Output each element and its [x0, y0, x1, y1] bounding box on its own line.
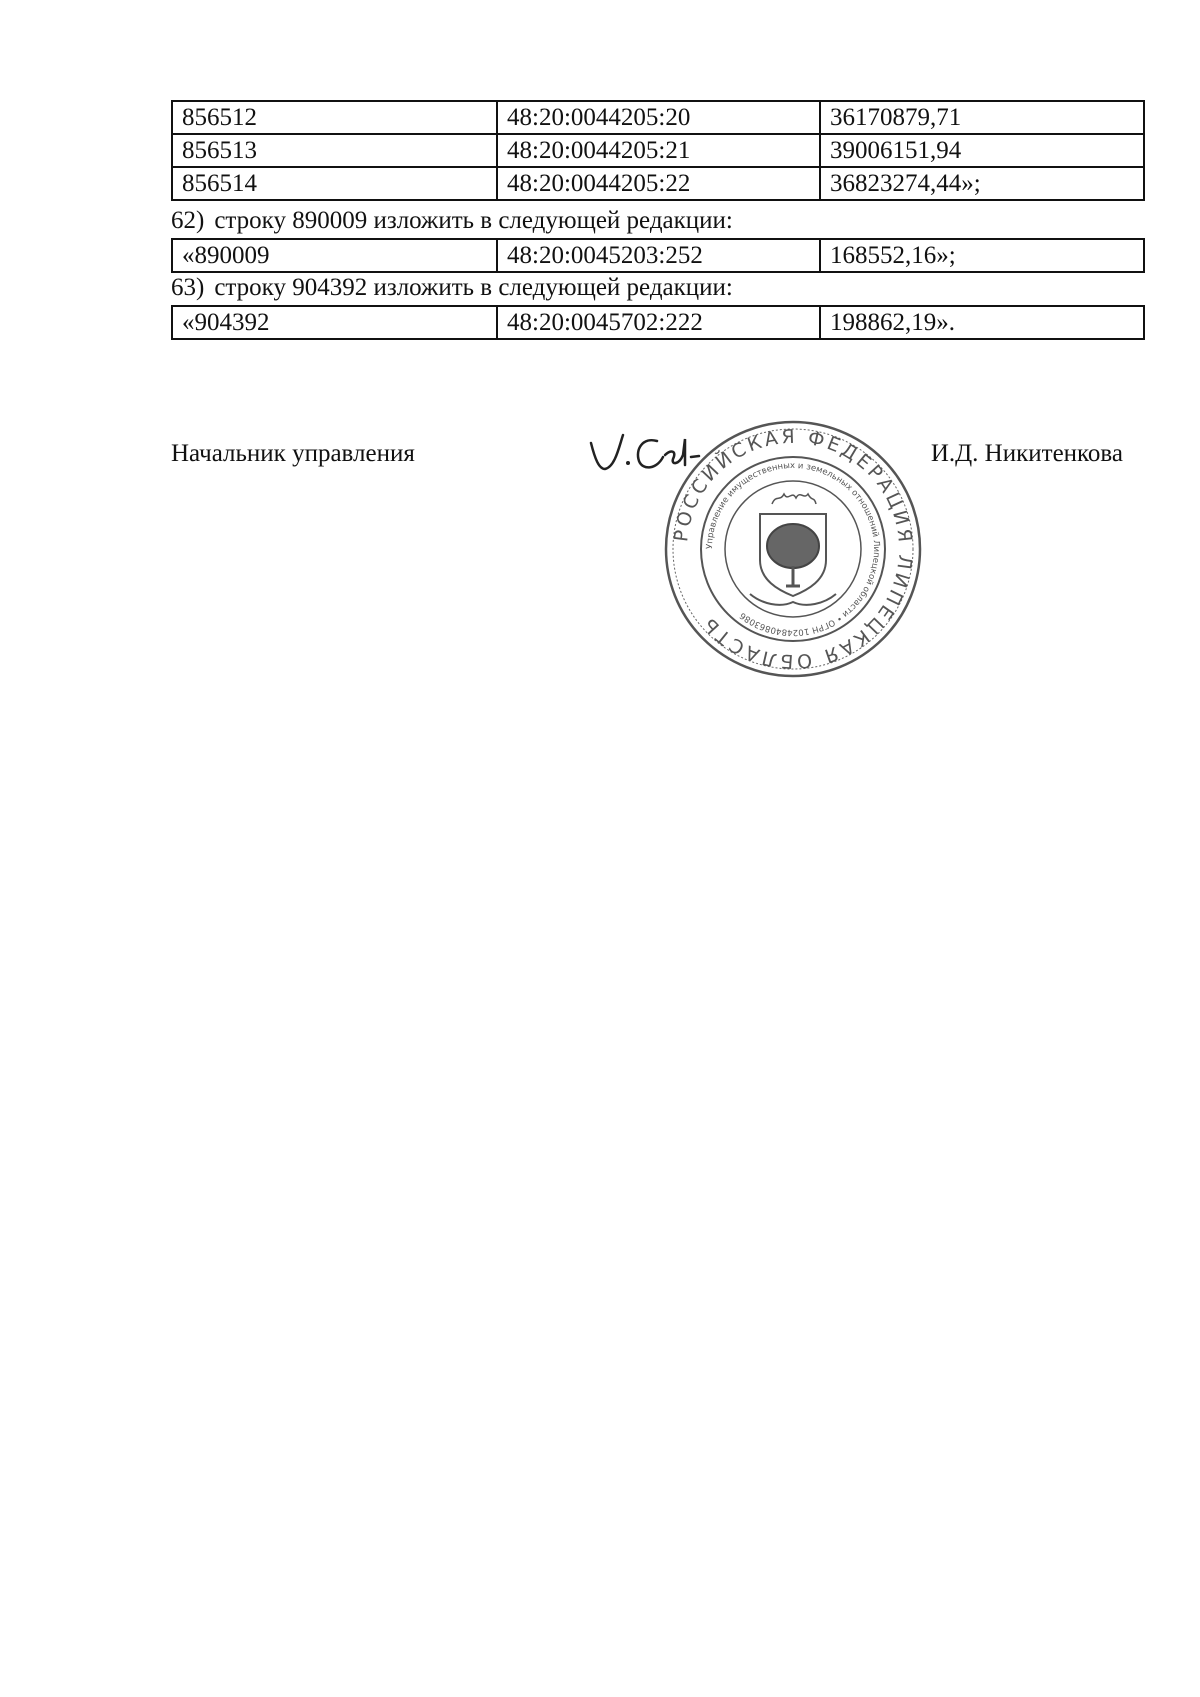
row-id-cell: «904392	[172, 306, 497, 339]
cadastral-number-cell: 48:20:0045702:222	[497, 306, 820, 339]
cadastral-value-cell: 198862,19».	[820, 306, 1144, 339]
coat-of-arms-icon	[750, 494, 836, 605]
cadastral-number-cell: 48:20:0044205:20	[497, 101, 820, 134]
svg-text:РОССИЙСКАЯ ФЕДЕРАЦИЯ ЛИПЕЦКАЯ: РОССИЙСКАЯ ФЕДЕРАЦИЯ ЛИПЕЦКАЯ ОБЛАСТЬ	[670, 425, 917, 673]
amended-row-904392-table	[171, 305, 1145, 340]
row-id-cell: 856513	[172, 134, 497, 167]
amendment-instruction-63	[171, 273, 733, 303]
amendment-instruction-62	[171, 206, 733, 236]
instruction-text: строку 890009 изложить в следующей редакции:	[214, 207, 733, 234]
official-seal-stamp	[662, 418, 924, 680]
item-number: 62)	[171, 207, 205, 234]
table-row	[172, 134, 1144, 167]
table-row	[172, 101, 1144, 134]
amended-row-890009-table	[171, 238, 1145, 273]
cadastral-value-cell: 168552,16»;	[820, 239, 1144, 272]
cadastral-number-cell: 48:20:0045203:252	[497, 239, 820, 272]
cadastral-number-cell: 48:20:0044205:22	[497, 167, 820, 200]
cadastral-value-cell: 36823274,44»;	[820, 167, 1144, 200]
cadastral-value-cell: 39006151,94	[820, 134, 1144, 167]
svg-text:Управление имущественных и зем: Управление имущественных и земельных отношений Липецкой области • ОГРН 1024840863086	[704, 460, 882, 638]
table-row	[172, 239, 1144, 272]
instruction-text: строку 904392 изложить в следующей редакции:	[214, 274, 733, 301]
item-number: 63)	[171, 274, 205, 301]
cadastral-value-table	[171, 100, 1145, 201]
table-row	[172, 167, 1144, 200]
signer-position-title: Начальник управления	[171, 440, 415, 467]
cadastral-number-cell: 48:20:0044205:21	[497, 134, 820, 167]
row-id-cell: 856514	[172, 167, 497, 200]
row-id-cell: «890009	[172, 239, 497, 272]
signer-name: И.Д. Никитенкова	[930, 440, 1123, 467]
row-id-cell: 856512	[172, 101, 497, 134]
cadastral-value-cell: 36170879,71	[820, 101, 1144, 134]
table-row	[172, 306, 1144, 339]
